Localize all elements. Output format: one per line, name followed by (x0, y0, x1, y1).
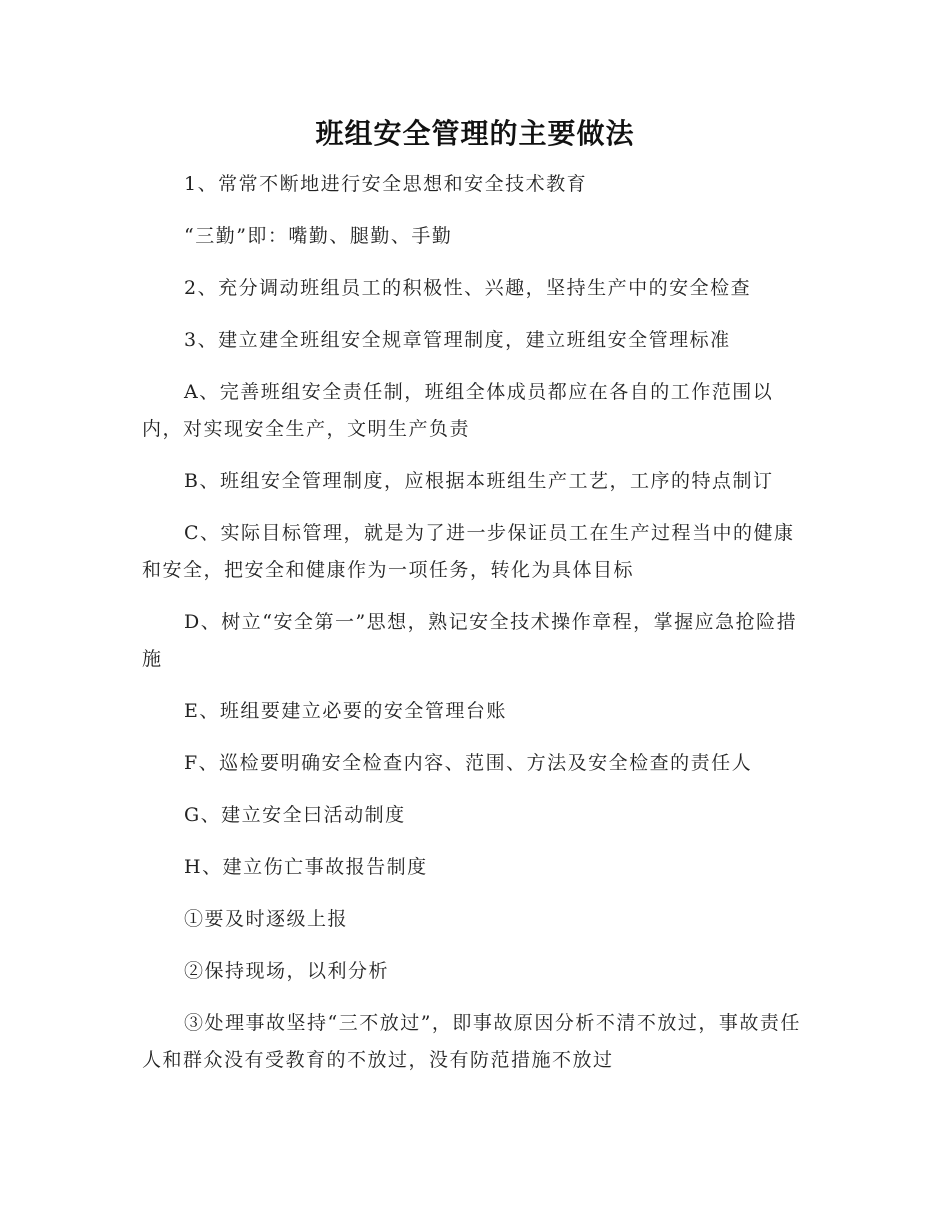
paragraph: 2、充分调动班组员工的积极性、兴趣，坚持生产中的安全检查 (184, 277, 752, 299)
paragraph: “三勤”即：嘴勤、腿勤、手勤 (184, 225, 453, 247)
paragraph: 3、建立建全班组安全规章管理制度，建立班组安全管理标准 (184, 329, 731, 351)
paragraph: ①要及时逐级上报 (184, 908, 349, 930)
paragraph: H、建立伤亡事故报告制度 (184, 856, 428, 878)
paragraph: D、树立“安全第一”思想，熟记安全技术操作章程，掌握应急抢险措施 (142, 611, 798, 670)
paragraph: F、巡检要明确安全检查内容、范围、方法及安全检查的责任人 (184, 752, 753, 774)
paragraph: ③处理事故坚持“三不放过”，即事故原因分析不清不放过，事故责任人和群众没有受教育的不放过，没有防范措施不放过 (142, 1012, 801, 1071)
paragraph: B、班组安全管理制度，应根据本班组生产工艺，工序的特点制订 (184, 470, 774, 492)
document-body (142, 166, 810, 1094)
paragraph: A、完善班组安全责任制，班组全体成员都应在各自的工作范围以内，对实现安全生产，文明生产负责 (142, 381, 774, 440)
document-title: 班组安全管理的主要做法 (315, 117, 635, 150)
paragraph: 1、常常不断地进行安全思想和安全技术教育 (184, 173, 588, 195)
paragraph: G、建立安全曰活动制度 (184, 804, 406, 826)
paragraph: C、实际目标管理，就是为了进一步保证员工在生产过程当中的健康和安全，把安全和健康作为一项任务，转化为具体目标 (142, 522, 795, 581)
paragraph: ②保持现场，以利分析 (184, 960, 390, 982)
paragraph: E、班组要建立必要的安全管理台账 (184, 700, 507, 722)
